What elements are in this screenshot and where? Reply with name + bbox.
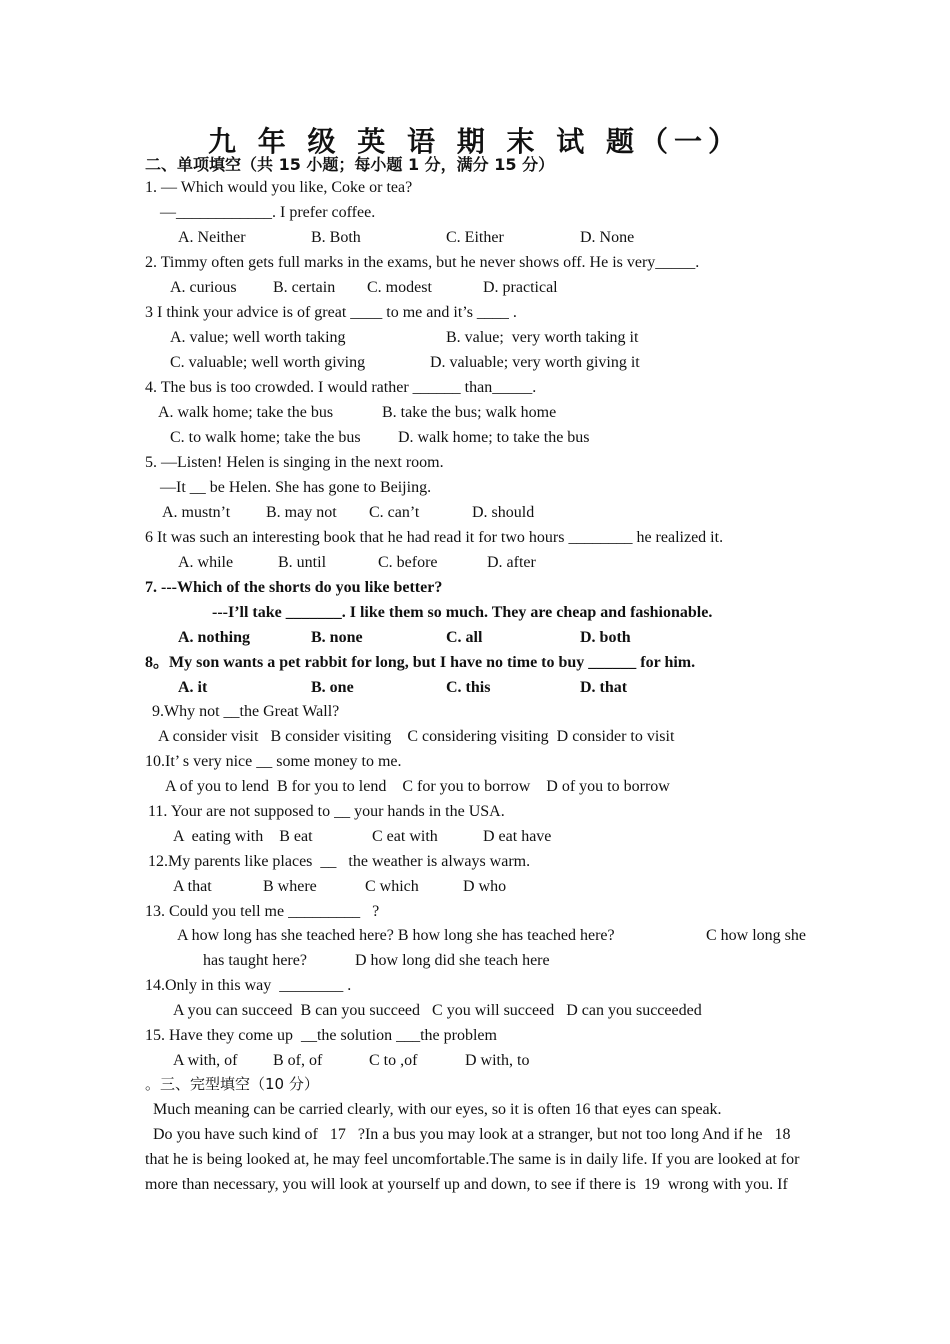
- text-line: [0, 824, 950, 849]
- text-segment: 5. —Listen! Helen is singing in the next room.: [145, 454, 444, 471]
- text-segment: A. value; well worth taking: [170, 329, 346, 346]
- text-line: [0, 325, 950, 350]
- text-segment: B. take the bus; walk home: [382, 404, 557, 421]
- text-segment: D. that: [580, 679, 628, 696]
- text-segment: B. until: [278, 554, 327, 571]
- text-segment: A you can succeed B can you succeed C you will succeed D can you succeeded: [173, 1002, 702, 1019]
- text-line: [0, 1122, 950, 1147]
- text-line: [0, 799, 950, 824]
- text-line: [0, 724, 950, 749]
- text-segment: D. valuable; very worth giving it: [430, 354, 640, 371]
- text-line: [0, 550, 950, 575]
- text-segment: D. None: [580, 229, 635, 246]
- text-segment: 8。My son wants a pet rabbit for long, but I have no time to buy ______ for him.: [145, 654, 696, 671]
- text-segment: B where: [263, 878, 317, 895]
- text-segment: B. certain: [273, 279, 336, 296]
- text-line: [0, 575, 950, 600]
- text-segment: C. Either: [446, 229, 504, 246]
- text-segment: D how long did she teach here: [355, 952, 550, 969]
- text-line: [0, 1172, 950, 1197]
- text-segment: —____________. I prefer coffee.: [160, 204, 376, 221]
- text-segment: 4. The bus is too crowded. I would rather ______ than_____.: [145, 379, 537, 396]
- text-segment: B. one: [311, 679, 354, 696]
- text-segment: C. to walk home; take the bus: [170, 429, 361, 446]
- text-segment: D who: [463, 878, 507, 895]
- text-line: [0, 1072, 950, 1097]
- text-segment: A. while: [178, 554, 234, 571]
- text-segment: 2. Timmy often gets full marks in the exams, but he never shows off. He is very_____.: [145, 254, 700, 271]
- text-line: [0, 1147, 950, 1172]
- text-segment: ---I’ll take _______. I like them so much. They are cheap and fashionable.: [212, 604, 713, 621]
- text-segment: 12.My parents like places __ the weather is always warm.: [148, 853, 531, 870]
- text-segment: 二、单项填空（共 15 小题；每小题 1 分，满分 15 分）: [145, 155, 555, 174]
- text-segment: A that: [173, 878, 212, 895]
- text-segment: A. curious: [170, 279, 237, 296]
- text-segment: C. before: [378, 554, 438, 571]
- text-segment: C. can’t: [369, 504, 420, 521]
- text-line: [0, 973, 950, 998]
- text-segment: 11. Your are not supposed to __ your hands in the USA.: [148, 803, 505, 820]
- text-segment: A. nothing: [178, 629, 251, 646]
- text-line: [0, 1048, 950, 1073]
- text-segment: C. valuable; well worth giving: [170, 354, 366, 371]
- text-line: [0, 152, 950, 177]
- text-segment: B. none: [311, 629, 363, 646]
- text-line: [0, 874, 950, 899]
- text-segment: D. both: [580, 629, 631, 646]
- text-segment: has taught here?: [203, 952, 307, 969]
- text-line: [0, 350, 950, 375]
- text-line: [0, 699, 950, 724]
- text-line: [0, 675, 950, 700]
- text-line: [0, 774, 950, 799]
- text-line: [0, 600, 950, 625]
- text-line: [0, 749, 950, 774]
- text-segment: C to ,of: [369, 1052, 418, 1069]
- text-segment: 3 I think your advice is of great ____ to me and it’s ____ .: [145, 304, 517, 321]
- text-segment: D with, to: [465, 1052, 530, 1069]
- text-segment: —It __ be Helen. She has gone to Beijing.: [160, 479, 432, 496]
- text-segment: more than necessary, you will look at yourself up and down, to see if there is 19 wrong with you. If: [145, 1176, 788, 1193]
- text-segment: 13. Could you tell me _________ ?: [145, 903, 380, 920]
- text-segment: A with, of: [173, 1052, 238, 1069]
- page-title: 九 年 级 英 语 期 末 试 题（一）: [208, 125, 742, 158]
- text-segment: Do you have such kind of 17 ?In a bus you may look at a stranger, but not too long And if he 18: [153, 1126, 791, 1143]
- text-segment: A consider visit B consider visiting C considering visiting D consider to visit: [158, 728, 675, 745]
- text-segment: D eat have: [483, 828, 552, 845]
- text-segment: 10.It’ s very nice __ some money to me.: [145, 753, 402, 770]
- text-line: [0, 200, 950, 225]
- text-segment: 14.Only in this way ________ .: [145, 977, 352, 994]
- text-segment: Much meaning can be carried clearly, with our eyes, so it is often 16 that eyes can speak.: [153, 1101, 722, 1118]
- text-segment: A. walk home; take the bus: [158, 404, 334, 421]
- text-segment: A. Neither: [178, 229, 246, 246]
- text-line: [0, 425, 950, 450]
- text-segment: B. Both: [311, 229, 361, 246]
- text-segment: C. modest: [367, 279, 432, 296]
- text-segment: A of you to lend B for you to lend C for you to borrow D of you to borrow: [165, 778, 670, 795]
- text-segment: 1. — Which would you like, Coke or tea?: [145, 179, 413, 196]
- text-segment: 15. Have they come up __the solution ___the problem: [145, 1027, 497, 1044]
- text-segment: A eating with B eat: [173, 828, 313, 845]
- text-segment: 6 It was such an interesting book that he had read it for two hours ________ he realized it.: [145, 529, 724, 546]
- text-segment: A. it: [178, 679, 208, 696]
- text-line: [0, 625, 950, 650]
- text-segment: D. practical: [483, 279, 558, 296]
- text-segment: B. value; very worth taking it: [446, 329, 639, 346]
- text-line: [0, 250, 950, 275]
- text-line: [0, 650, 950, 675]
- text-segment: 。三、完型填空（10 分）: [145, 1075, 319, 1093]
- text-line: [0, 275, 950, 300]
- text-line: [0, 899, 950, 924]
- text-line: [0, 849, 950, 874]
- text-line: [0, 1023, 950, 1048]
- text-segment: that he is being looked at, he may feel uncomfortable.The same is in daily life. If you are looked at for: [145, 1151, 800, 1168]
- text-segment: B. may not: [266, 504, 337, 521]
- text-segment: D. after: [487, 554, 536, 571]
- text-segment: C. all: [446, 629, 483, 646]
- text-segment: A how long has she teached here? B how long she has teached here?: [177, 927, 615, 944]
- text-segment: A. mustn’t: [162, 504, 231, 521]
- text-line: [0, 475, 950, 500]
- text-segment: C. this: [446, 679, 491, 696]
- text-line: [0, 175, 950, 200]
- text-segment: 9.Why not __the Great Wall?: [152, 703, 340, 720]
- text-line: [0, 450, 950, 475]
- text-segment: D. walk home; to take the bus: [398, 429, 590, 446]
- text-segment: 7. ---Which of the shorts do you like better?: [145, 579, 443, 596]
- text-segment: C which: [365, 878, 419, 895]
- text-line: [0, 525, 950, 550]
- text-line: [0, 1097, 950, 1122]
- text-line: [0, 500, 950, 525]
- text-line: [0, 300, 950, 325]
- text-line: [0, 400, 950, 425]
- text-segment: B of, of: [273, 1052, 323, 1069]
- text-segment: C how long she: [706, 927, 806, 944]
- text-segment: D. should: [472, 504, 535, 521]
- text-line: [0, 225, 950, 250]
- text-line: [0, 923, 950, 948]
- text-line: [0, 998, 950, 1023]
- text-line: [0, 948, 950, 973]
- text-line: [0, 375, 950, 400]
- text-segment: C eat with: [372, 828, 438, 845]
